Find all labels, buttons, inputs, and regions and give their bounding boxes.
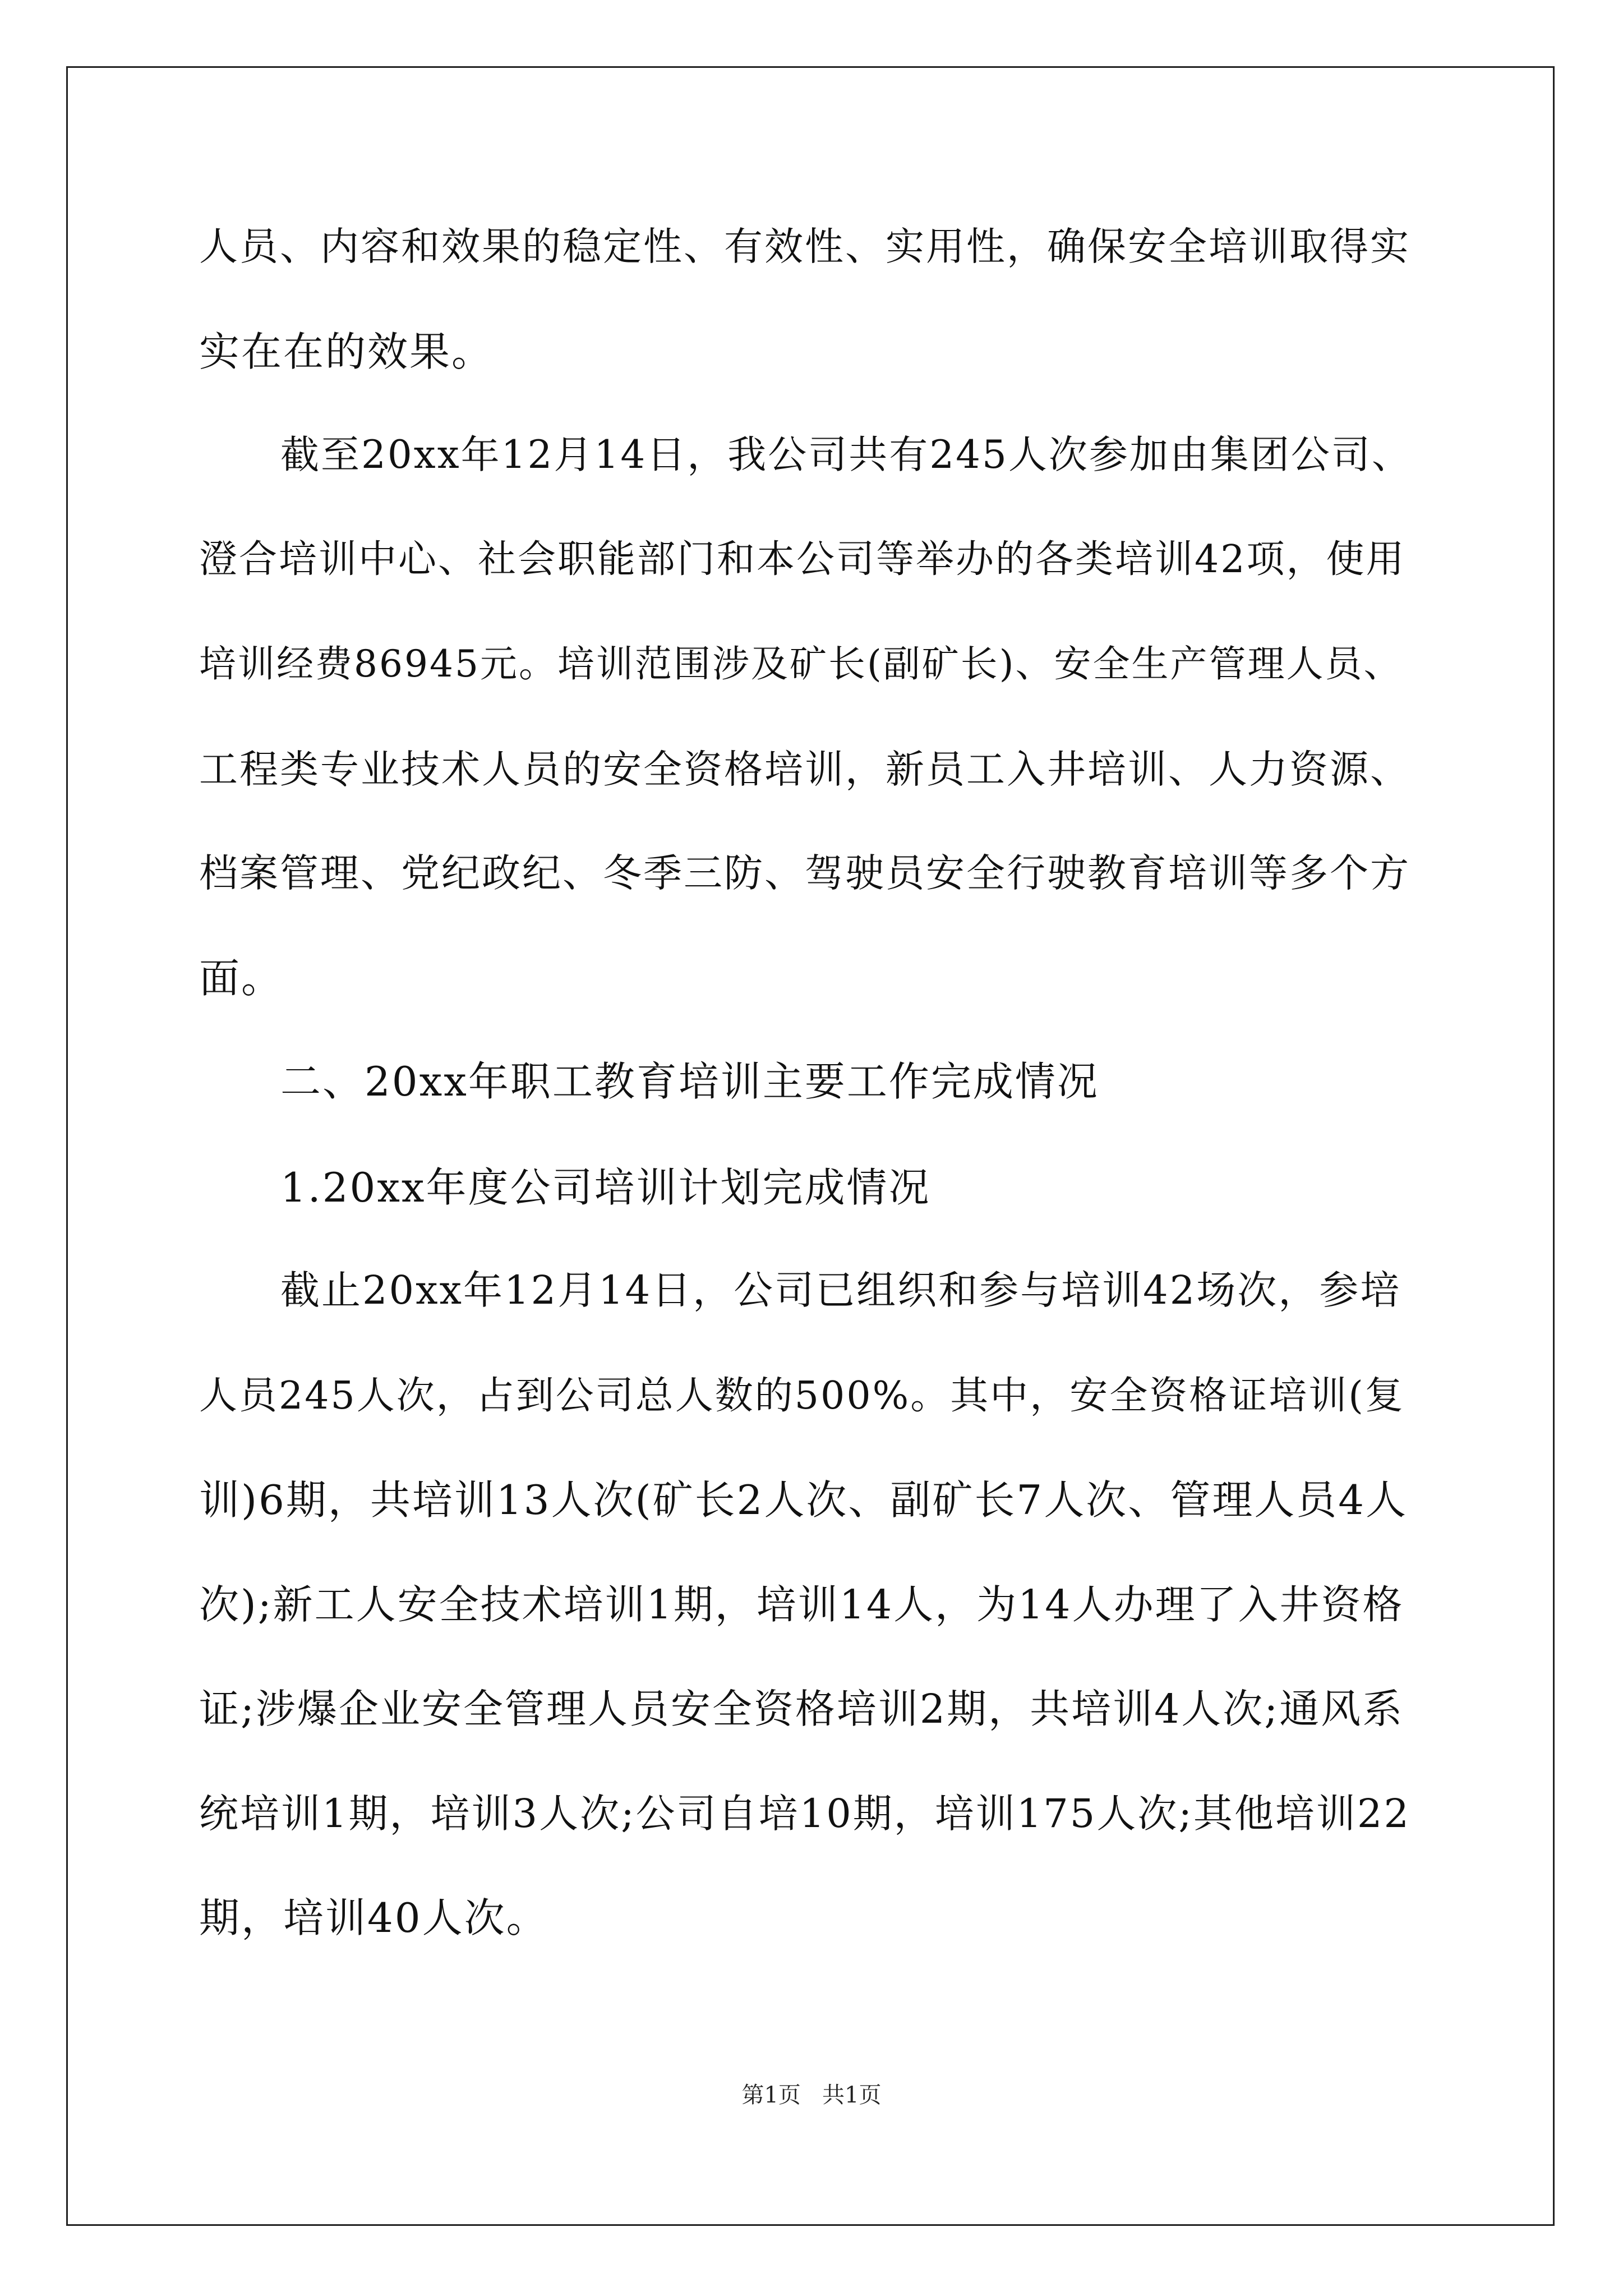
- page-footer: 第1页 共1页: [741, 2082, 882, 2108]
- paragraph-line: 档案管理、党纪政纪、冬季三防、驾驶员安全行驶教育培训等多个方: [199, 851, 1410, 896]
- paragraph-line: 工程类专业技术人员的安全资格培训，新员工入井培训、人力资源、: [199, 747, 1410, 792]
- paragraph-line: 期，培训40人次。: [199, 1894, 548, 1941]
- paragraph-line: 澄合培训中心、社会职能部门和本公司等举办的各类培训42项，使用: [199, 537, 1406, 582]
- paragraph-line: 截止20xx年12月14日，公司已组织和参与培训42场次，参培: [280, 1267, 1401, 1313]
- paragraph-line: 面。: [199, 955, 284, 1002]
- section-heading: 二、20xx年职工教育培训主要工作完成情况: [280, 1058, 1099, 1105]
- paragraph-line: 实在在的效果。: [199, 328, 494, 375]
- paragraph-line: 人员、内容和效果的稳定性、有效性、实用性，确保安全培训取得实: [199, 224, 1410, 269]
- paragraph-line: 训)6期，共培训13人次(矿长2人次、副矿长7人次、管理人员4人: [199, 1476, 1408, 1524]
- paragraph-line: 截至20xx年12月14日，我公司共有245人次参加由集团公司、: [280, 432, 1412, 477]
- paragraph-line: 培训经费86945元。培训范围涉及矿长(副矿长)、安全生产管理人员、: [199, 642, 1403, 685]
- paragraph-line: 统培训1期，培训3人次;公司自培10期，培训175人次;其他培训22: [199, 1791, 1410, 1837]
- subsection-heading: 1.20xx年度公司培训计划完成情况: [280, 1164, 931, 1211]
- paragraph-line: 次);新工人安全技术培训1期，培训14人，为14人办理了入井资格: [199, 1581, 1404, 1628]
- paragraph-line: 人员245人次，占到公司总人数的500%。其中，安全资格证培训(复: [199, 1374, 1405, 1418]
- paragraph-line: 证;涉爆企业安全管理人员安全资格培训2期，共培训4人次;通风系: [199, 1686, 1404, 1732]
